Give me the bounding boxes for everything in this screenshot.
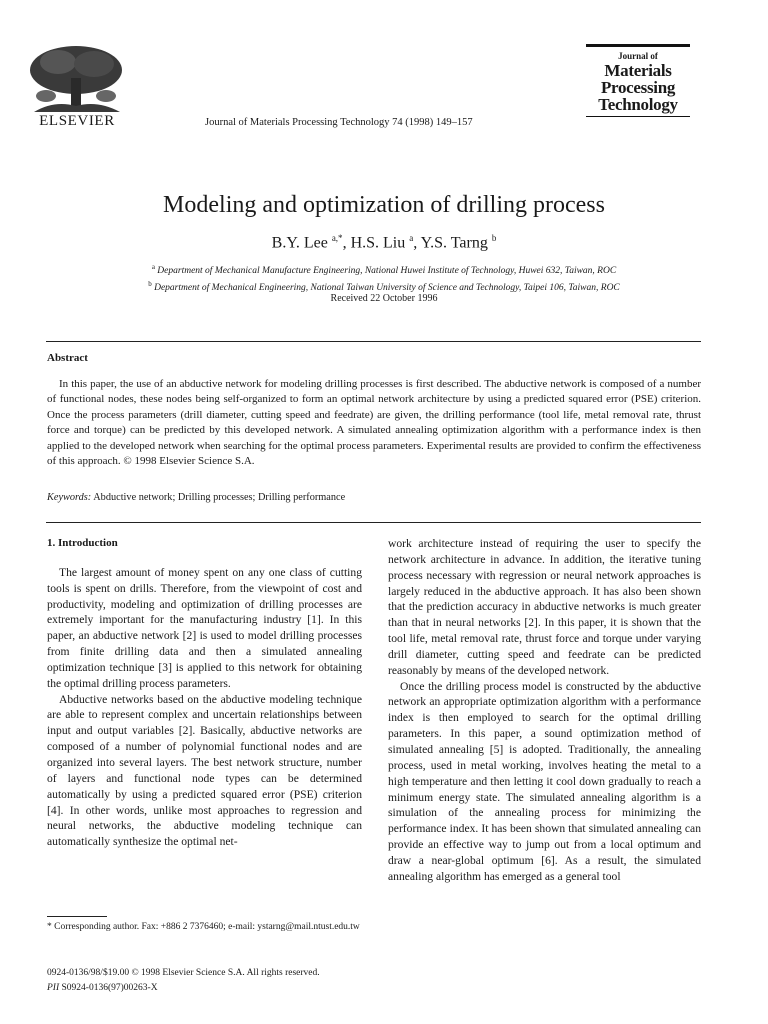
- author-name: Y.S. Tarng: [420, 234, 488, 252]
- section-heading: 1. Introduction: [47, 537, 118, 549]
- paragraph: Once the drilling process model is constructed by the abductive network an appropriate optimization algorithm with a performance index is then employed to search for the optimal drilling parameters. In this paper, a sound optimization method of simulated annealing [5] is adopted. Traditionally, the annealing process, used in metal working, involves heating the metal to a high temperature and then letting it cool down gradually to reach a minimum energy state. The simulated annealing algorithm is a simulation of the annealing process for minimizing the performance index. It has been shown that simulated annealing can provide an effective way to jump out from a local optimum and draw a near-global optimum [6]. As a result, the simulated annealing algorithm has emerged as a general tool: [388, 679, 701, 883]
- masthead-line4: Technology: [598, 95, 678, 114]
- paragraph: Abductive networks based on the abductive modeling technique are able to represent complex and uncertain relationships between input and output variables [2]. Basically, abductive networks are composed of a number of polynomial functional nodes and are organized into several layers. The best network structure, number of layers and functional node types can be determined automatically by using a predicted squared error (PSE) criterion [4]. In other words, unlike most approaches to regression and neural networks, the abductive modeling technique can automatically synthesize the optimal net-: [47, 692, 362, 849]
- right-column: [388, 536, 701, 885]
- affiliation-a: [0, 261, 768, 278]
- affiliation-text: Department of Mechanical Engineering, National Taiwan University of Science and Technology, Taipei 106, Taiwan, ROC: [154, 283, 620, 294]
- author-mark: a,*: [331, 233, 343, 243]
- keywords-list: Abductive network; Drilling processes; Drilling performance: [93, 492, 346, 503]
- pii-value: S0924-0136(97)00263-X: [61, 983, 158, 993]
- abstract-bottom-rule: [46, 522, 701, 523]
- journal-masthead: [586, 44, 690, 117]
- copyright-line: 0924-0136/98/$19.00 © 1998 Elsevier Science S.A. All rights reserved.: [47, 968, 320, 978]
- copyright-block: [47, 966, 320, 996]
- abstract-top-rule: [46, 341, 701, 342]
- author-name: H.S. Liu: [350, 234, 406, 252]
- masthead-bottom-rule: [586, 116, 690, 117]
- affiliations: [0, 261, 768, 295]
- left-column: [47, 536, 362, 850]
- masthead-line1: Journal of: [618, 51, 658, 61]
- keywords-label: Keywords:: [47, 492, 92, 503]
- publisher-name: ELSEVIER: [39, 113, 115, 129]
- author-name: B.Y. Lee: [271, 234, 328, 252]
- received-date: Received 22 October 1996: [330, 293, 438, 304]
- author-list: B.Y. Lee $^{a,*}$, H.S. Liu $^a$, Y.S. Tarng $^b$: [271, 233, 497, 252]
- masthead-top-rule: [586, 44, 690, 47]
- affiliation-mark: b: [148, 280, 152, 289]
- abstract-text: In this paper, the use of an abductive network for modeling drilling processes is first described. The abductive network is composed of a number of functional nodes, these nodes being self-organized to form an optimal network architecture by using a predicted squared error (PSE) criterion. Once the process parameters (drill diameter, cutting speed and feedrate) are given, the drilling performance (tool life, metal removal rate, thrust force and torque) can be predicted by this developed network. A simulated annealing optimization algorithm with a performance index is then applied to the developed network when searching for the optimal process parameters. Experimental results are provided to confirm the effectiveness of this approach. © 1998 Elsevier Science S.A.: [47, 378, 701, 468]
- masthead-line3: Processing: [600, 78, 676, 97]
- masthead-line2: Materials: [604, 61, 672, 80]
- author-mark: b: [491, 233, 497, 243]
- keywords: [47, 492, 345, 503]
- affiliation-mark: a: [151, 263, 155, 271]
- author-mark: a: [409, 233, 414, 243]
- abstract-heading: Abstract: [47, 352, 88, 364]
- journal-citation: Journal of Materials Processing Technology 74 (1998) 149–157: [205, 117, 473, 128]
- article-title: Modeling and optimization of drilling process: [163, 192, 605, 218]
- pii-label: PII: [47, 983, 60, 993]
- pii-line: [47, 981, 320, 996]
- paragraph: work architecture instead of requiring the user to specify the network architecture in advance. In addition, the iterative tuning process necessary with regression or neural network approaches is largely reduced in the abductive approach. It has also been shown that the prediction accuracy in abductive networks is much greater than that in neural networks [2]. In this paper, it is shown that the tool life, metal removal rate, thrust force and torque under varying drill diameter, cutting speed and feedrate can be predicted reasonably by means of the developed network.: [388, 537, 701, 677]
- footnote-rule: [47, 916, 107, 917]
- footnote: * Corresponding author. Fax: +886 2 7376460; e-mail: ystarng@mail.ntust.edu.tw: [47, 922, 360, 932]
- elsevier-tree-logo-icon: [24, 44, 128, 116]
- paragraph: The largest amount of money spent on any one class of cutting tools is spent on drills. Therefore, from the viewpoint of cost and productivity, modeling and optimization of drilling processes are extremely important for the manufacturing industry [1]. In this paper, an abductive network [2] is used to model drilling processes from finite drilling data and then a simulated annealing optimization technique [3] is applied to this network for obtaining the optimal drilling process parameters.: [47, 565, 362, 690]
- affiliation-text: Department of Mechanical Manufacture Engineering, National Huwei Institute of Technology, Huwei 632, Taiwan, ROC: [157, 266, 617, 277]
